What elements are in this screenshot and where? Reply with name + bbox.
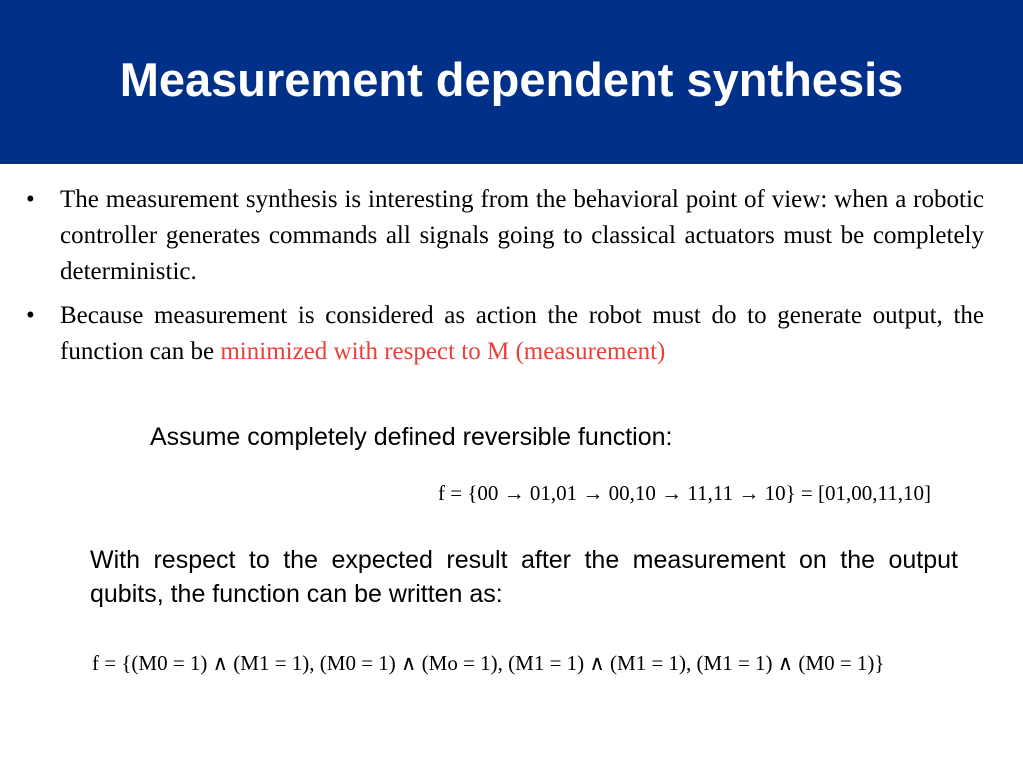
bullet-item-1 bbox=[26, 182, 984, 290]
measurement-function-formula bbox=[92, 648, 885, 678]
title-bar bbox=[0, 0, 1023, 164]
formula-text: f = {(M0 = 1) ∧ (M1 = 1), (M0 = 1) ∧ (Mo = 1), (M1 = 1) ∧ (M1 = 1), (M1 = 1) ∧ (M0 = 1)} bbox=[92, 651, 885, 675]
bullet-text: The measurement synthesis is interesting from the behavioral point of view: when a robotic controller generates commands all signals going to classical actuators must be completely deterministic. bbox=[60, 186, 984, 285]
bullet-text bbox=[60, 298, 984, 370]
bullet-marker: • bbox=[26, 186, 35, 213]
bullet-text-plain: Because measurement is considered as action the robot must do to generate output, the function can be bbox=[60, 302, 984, 365]
formula-text: f = {00 → 01,01 → 00,10 → 11,11 → 10} = [01,00,11,10] bbox=[438, 481, 931, 505]
slide-title: Measurement dependent synthesis bbox=[119, 53, 904, 106]
function-definition-formula bbox=[438, 478, 931, 508]
bullet-list bbox=[26, 182, 984, 378]
assume-statement: Assume completely defined reversible function: bbox=[150, 423, 673, 451]
measurement-statement: With respect to the expected result after the measurement on the output qubits, the function can be written as: bbox=[90, 546, 958, 608]
bullet-item-2 bbox=[26, 298, 984, 370]
highlighted-text: minimized with respect to M (measurement) bbox=[220, 338, 666, 365]
bullet-marker: • bbox=[26, 302, 35, 329]
